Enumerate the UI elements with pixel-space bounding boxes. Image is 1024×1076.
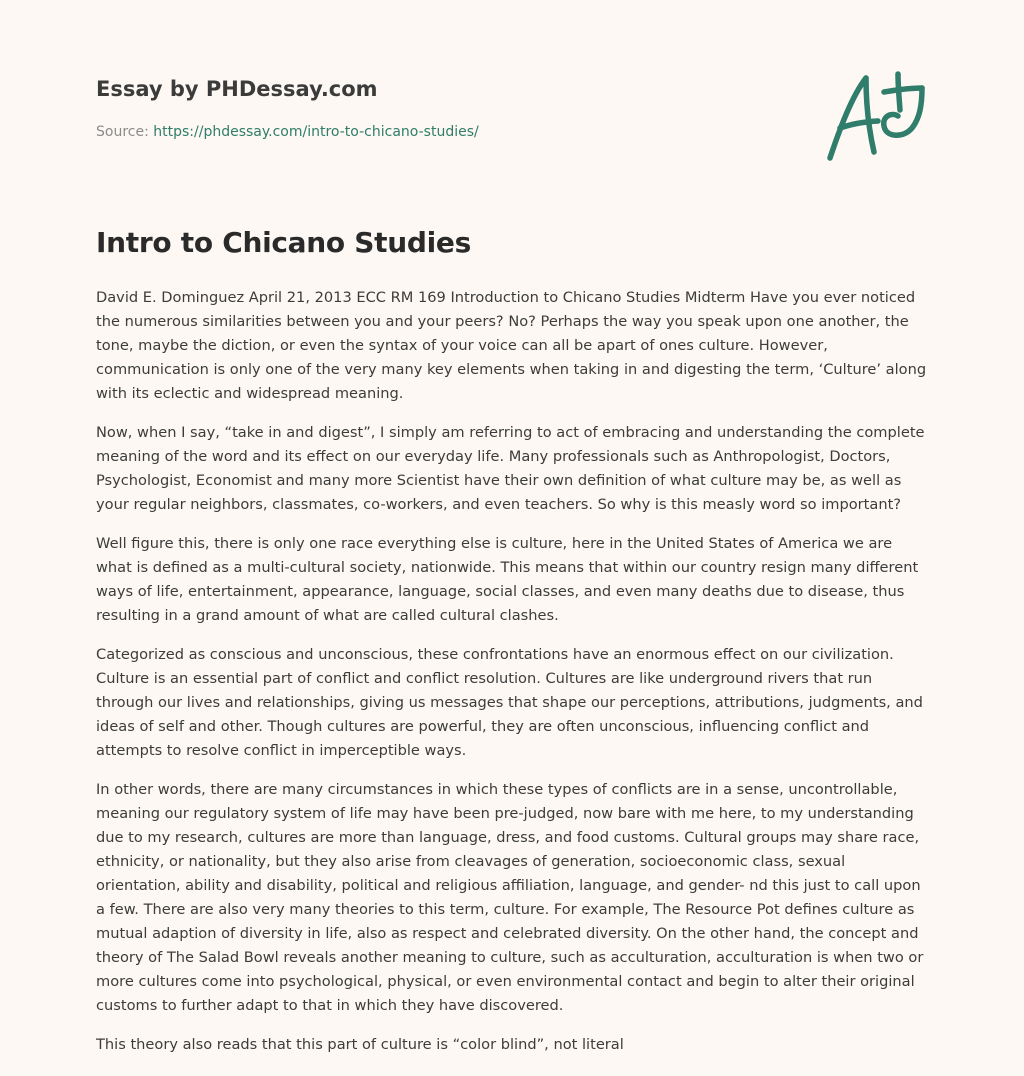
a-plus-logo xyxy=(822,66,932,166)
source-link[interactable]: https://phdessay.com/intro-to-chicano-studies/ xyxy=(153,124,479,140)
a-plus-logo-icon xyxy=(822,66,932,166)
essay-paragraph: This theory also reads that this part of culture is “color blind”, not literal xyxy=(96,1036,624,1053)
essay-title: Intro to Chicano Studies xyxy=(96,226,471,259)
essay-paragraph: In other words, there are many circumstances in which these types of conflicts are in a sense, uncontrollable, meaning our regulatory system of life may have been pre-judged, now bare with me here, to my understanding due to my research, cultures are more than language, dress, and food customs. Cultural groups may share race, ethnicity, or nationality, but they also arise from cleavages of generation, socioeconomic class, sexual orientation, ability and disability, political and religious affiliation, language, and gender- nd this just to call upon a few. There are also very many theories to this term, culture. For example, The Resource Pot defines culture as mutual adaption of diversity in life, also as respect and celebrated diversity. On the other hand, the concept and theory of The Salad Bowl reveals another meaning to culture, such as acculturation, acculturation is when two or more cultures come into psychological, physical, or even environmental contact and begin to alter their original customs to further adapt to that in which they have discovered. xyxy=(96,781,924,1014)
essay-body xyxy=(96,286,928,1072)
site-title: Essay by PHDessay.com xyxy=(96,77,378,101)
source-label: Source: xyxy=(96,124,154,140)
essay-paragraph: Well figure this, there is only one race everything else is culture, here in the United States of America we are what is defined as a multi-cultural society, nationwide. This means that within our country resign many different ways of life, entertainment, appearance, language, social classes, and even many deaths due to disease, thus resulting in a grand amount of what are called cultural clashes. xyxy=(96,535,919,624)
essay-paragraph: Now, when I say, “take in and digest”, I simply am referring to act of embracing and understanding the complete meaning of the word and its effect on our everyday life. Many professionals such as Anthropologist, Doctors, Psychologist, Economist and many more Scientist have their own definition of what culture may be, as well as your regular neighbors, classmates, co-workers, and even teachers. So why is this measly word so important? xyxy=(96,424,925,513)
essay-paragraph: Categorized as conscious and unconscious, these confrontations have an enormous effect on our civilization. Culture is an essential part of conflict and conflict resolution. Cultures are like underground rivers that run through our lives and relationships, giving us messages that shape our perceptions, attributions, judgments, and ideas of self and other. Though cultures are powerful, they are often unconscious, influencing conflict and attempts to resolve conflict in imperceptible ways. xyxy=(96,646,923,759)
source-line xyxy=(96,124,479,140)
essay-paragraph: David E. Dominguez April 21, 2013 ECC RM 169 Introduction to Chicano Studies Midterm Have you ever noticed the numerous similarities between you and your peers? No? Perhaps the way you speak upon one another, the tone, maybe the diction, or even the syntax of your voice can all be apart of ones culture. However, communication is only one of the very many key elements when taking in and digesting the term, ‘Culture’ along with its eclectic and widespread meaning. xyxy=(96,289,927,402)
